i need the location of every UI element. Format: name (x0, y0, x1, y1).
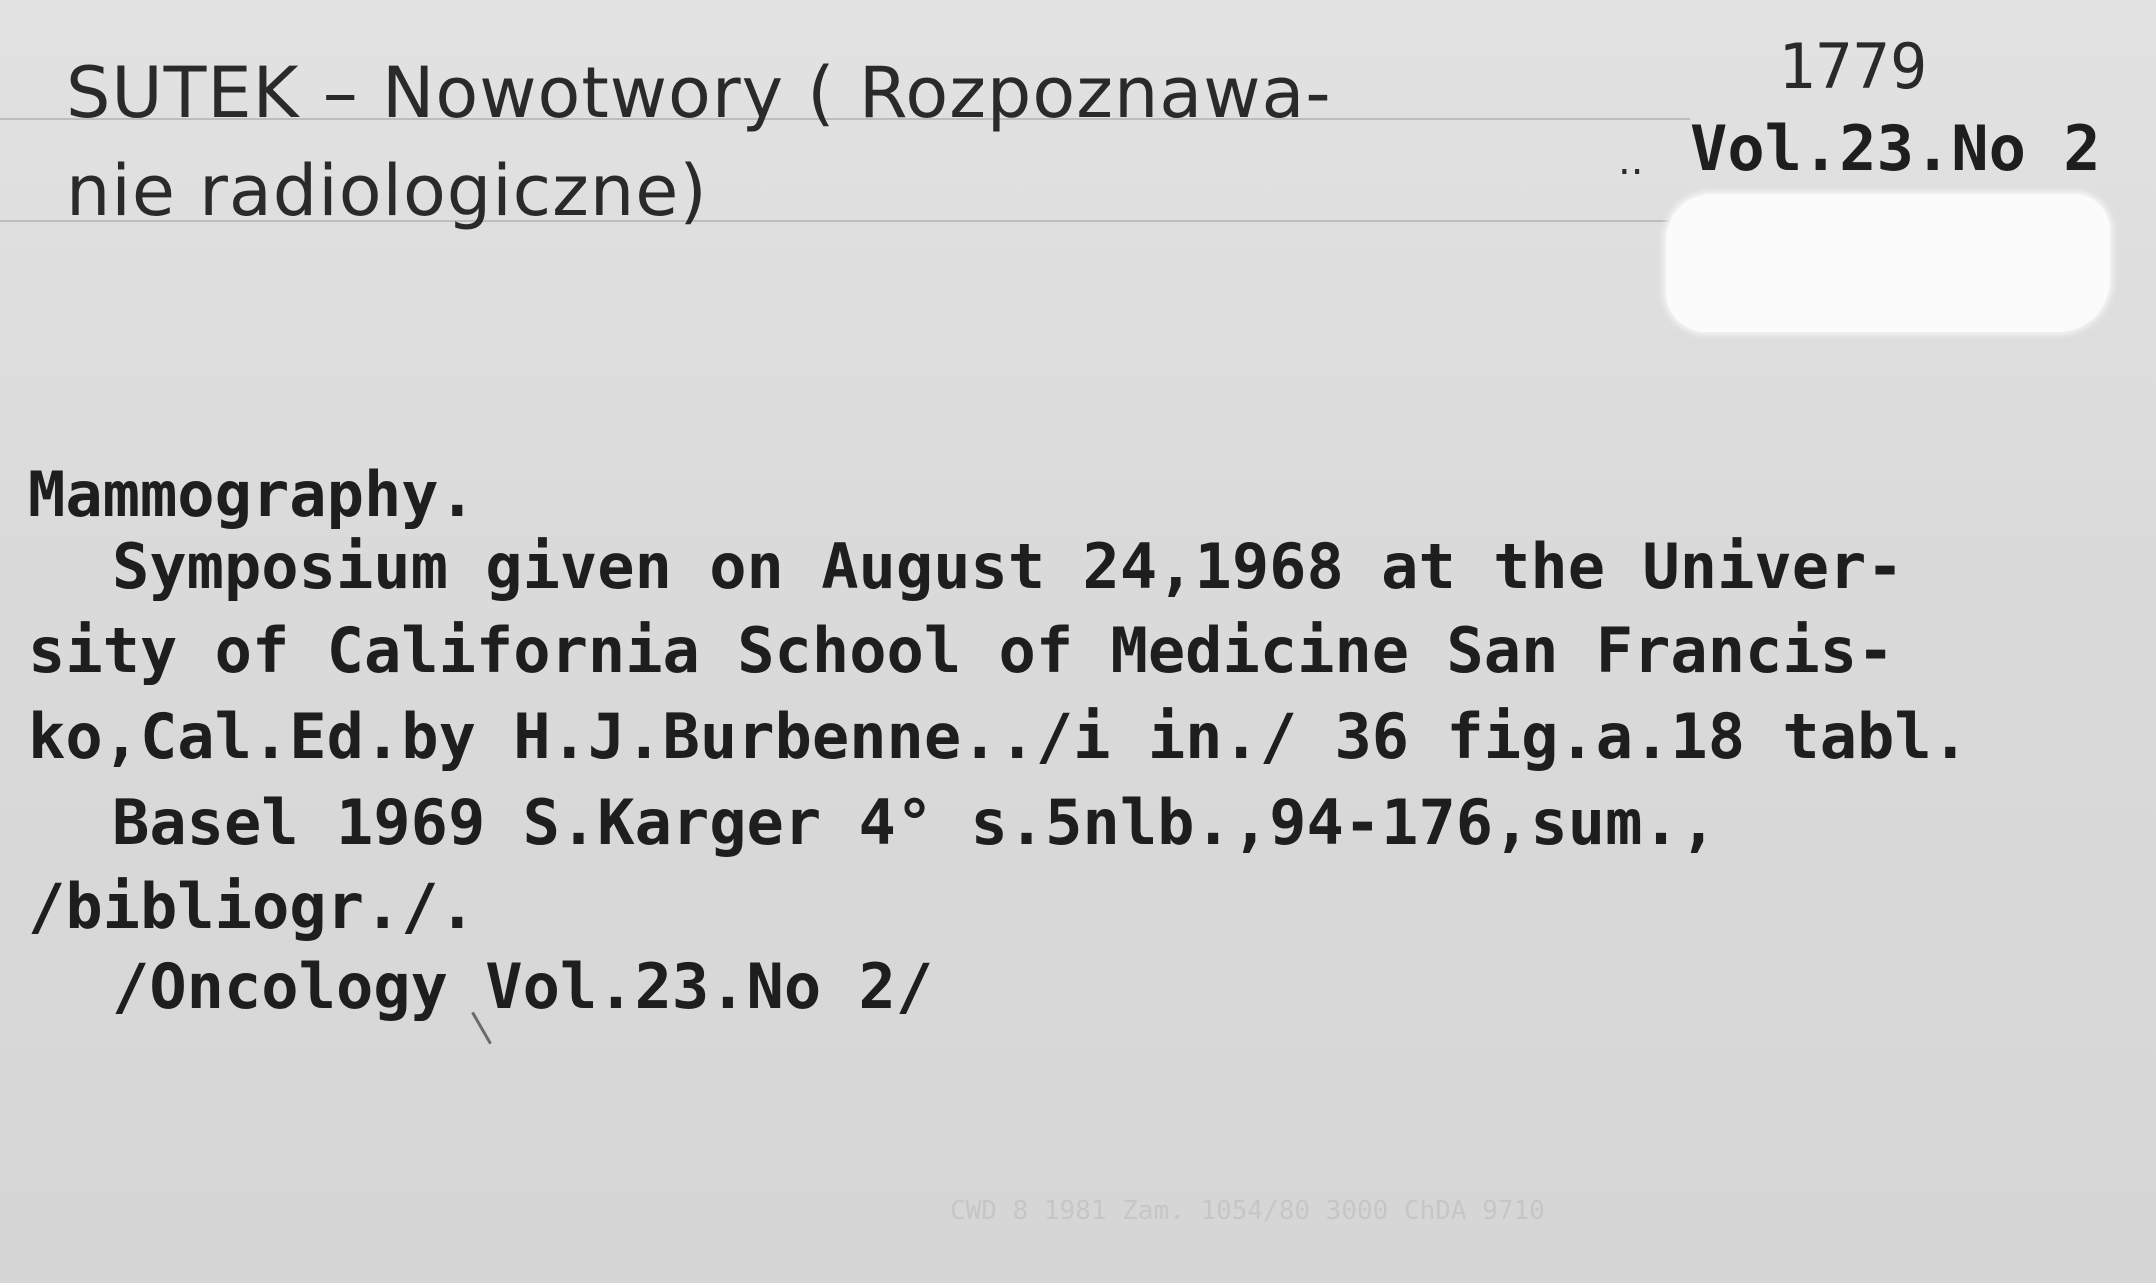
entry-title: Mammography. (28, 458, 476, 531)
subject-heading-line-1: SUTEK – Nowotwory ( Rozpoznawa- (66, 52, 1332, 134)
redacted-area (1666, 194, 2110, 332)
subject-heading-line-2: nie radiologiczne) (66, 150, 708, 232)
entry-line: sity of California School of Medicine San Francis- (28, 614, 1895, 687)
entry-line: ko,Cal.Ed.by H.J.Burbenne../i in./ 36 fig.a.18 tabl. (28, 700, 1970, 773)
volume-reference: Vol.23.No 2 (1690, 112, 2101, 185)
entry-line: /bibliogr./. (28, 870, 476, 943)
entry-line: Basel 1969 S.Karger 4° s.5nlb.,94-176,sum., (112, 786, 1718, 859)
entry-line: Symposium given on August 24,1968 at the Univer- (112, 530, 1904, 603)
printer-imprint: CWD 8 1981 Zam. 1054/80 3000 ChDA 9710 (950, 1196, 1545, 1226)
call-number: 1779 (1778, 30, 1928, 103)
heading-dots: .. (1618, 138, 1644, 184)
series-note: /Oncology Vol.23.No 2/ (112, 950, 934, 1023)
